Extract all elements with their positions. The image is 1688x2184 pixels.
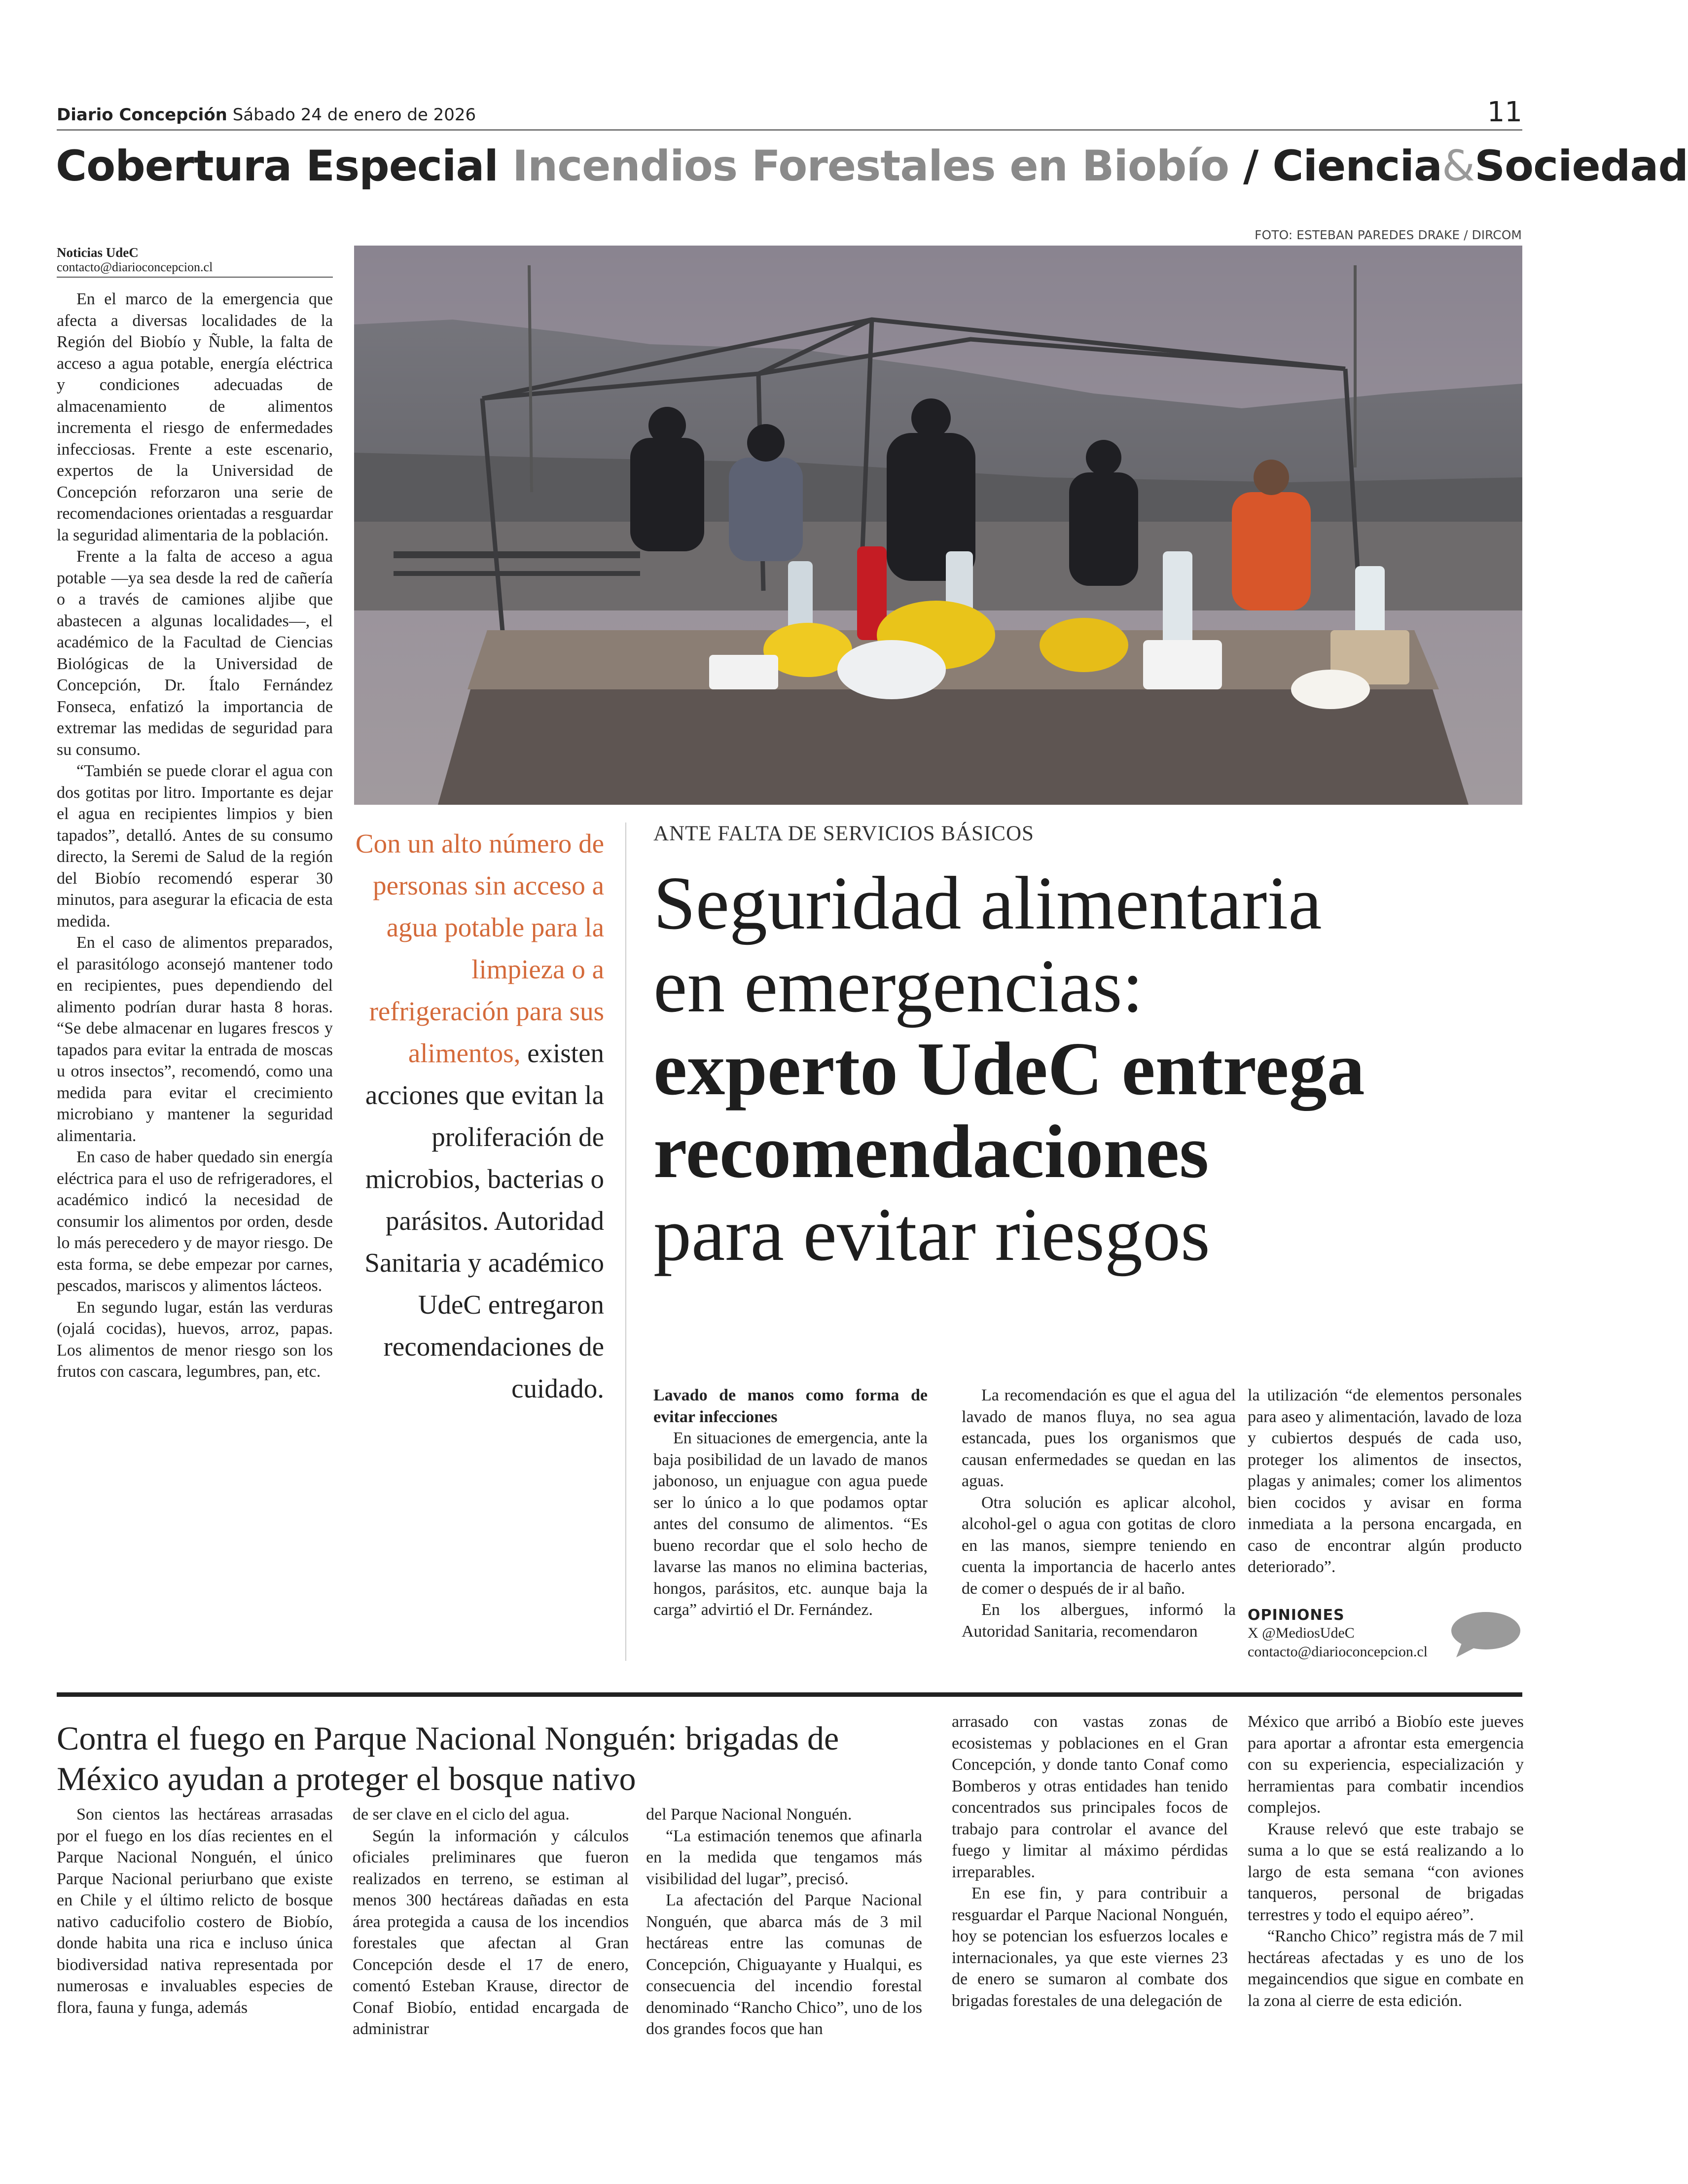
paragraph: La recomendación es que el agua del lavado de manos fluya, no sea agua estancada, pues los organismos que causan enfermedades se quedan en las aguas. [962, 1386, 1236, 1490]
paragraph: arrasado con vastas zonas de ecosistemas y poblaciones en el Gran Concepción, y donde tanto Conaf como Bomberos y otras entidades han tenido concentrados sus principales focos de trabajo para controlar el avance del fuego y limitar al máximo pérdidas irreparables. [952, 1713, 1228, 1881]
article-photo [354, 246, 1522, 805]
issue-date: Sábado 24 de enero de 2026 [232, 105, 476, 125]
subhead: Lavado de manos como forma de evitar infecciones [653, 1386, 928, 1426]
speech-bubble-icon [1447, 1610, 1521, 1659]
section-slash: / [1229, 142, 1273, 191]
paragraph: “También se puede clorar el agua con dos gotitas por litro. Importante es dejar el agua en recipientes limpios y bien tapados”, detalló. Antes de su consumo directo, la Seremi de Salud de la región del Biobío recomendó esperar 30 minutos, para asegurar la eficacia de esta medida. [57, 762, 333, 931]
paragraph: “La estimación tenemos que afinarla en la medida que tengamos más visibilidad del lugar”, precisó. [646, 1826, 922, 1888]
pull-quote-orange: Con un alto número de personas sin acceso a agua potable para la limpieza o a refrigeración para sus alimentos, [355, 828, 604, 1068]
kicker: ANTE FALTA DE SERVICIOS BÁSICOS [653, 822, 1034, 845]
headline-line-3: experto UdeC entrega [653, 1027, 1365, 1111]
headline-line-2: en emergencias: [653, 944, 1144, 1028]
paragraph: Según la información y cálculos oficiales preliminares que fueron realizados en terreno, se estiman al menos 300 hectáreas dañadas en esta área protegida a causa de los incendios forestales que afectan al Gran Concepción desde el 17 de enero, comentó Esteban Krause, director de Conaf Biobío, entidad encargada de administrar [353, 1826, 629, 2038]
photo-credit: FOTO: ESTEBAN PAREDES DRAKE / DIRCOM [1255, 228, 1522, 242]
paragraph: En situaciones de emergencia, ante la baja posibilidad de un lavado de manos jabonoso, un enjuague con agua puede ser lo único a lo que podamos optar antes del consumo de alimentos. “Es bueno recordar que el solo hecho de lavarse las manos no elimina bacterias, hongos, parásitos, etc. aunque baja la carga” advirtió el Dr. Fernández. [653, 1429, 928, 1619]
section-title [56, 142, 1688, 191]
column-divider [625, 823, 626, 1661]
publication-name: Diario Concepción [57, 105, 227, 125]
article2-title: Contra el fuego en Parque Nacional Nonguén: brigadas de México ayudan a proteger el bosque nativo [57, 1719, 839, 1797]
paragraph: del Parque Nacional Nonguén. [646, 1805, 852, 1824]
section-ciencia: Ciencia [1272, 142, 1442, 191]
article2-column-5 [1248, 1711, 1524, 2011]
article-column-3 [1248, 1385, 1522, 1578]
paragraph: Otra solución es aplicar alcohol, alcohol-gel o agua con gotitas de cloro en las manos, siempre teniendo en cuenta la importancia de hacerlo antes de comer o después de ir al baño. [962, 1493, 1236, 1598]
header-rule [57, 129, 1522, 131]
headline-line-4: recomendaciones [653, 1110, 1209, 1194]
photo-illustration [354, 246, 1522, 805]
paragraph: Frente a la falta de acceso a agua potable —ya sea desde la red de cañería o a través de camiones aljibe que abastecen a algunas localidades—, el académico de la Facultad de Ciencias Biológicas de la Universidad de Concepción, Dr. Ítalo Fernández Fonseca, enfatizó la importancia de extremar las medidas de seguridad para su consumo. [57, 547, 333, 759]
article-column-2 [962, 1385, 1236, 1642]
headline-line-5: para evitar riesgos [653, 1193, 1210, 1277]
byline-email: contacto@diarioconcepcion.cl [57, 260, 213, 274]
paragraph: En caso de haber quedado sin energía eléctrica para el uso de refrigeradores, el académico indicó la necesidad de consumir los alimentos por orden, desde lo más perecedero y de mayor riesgo. De esta forma, se debe empezar por carnes, pescados, mariscos y alimentos lácteos. [57, 1148, 333, 1295]
opinion-email: contacto@diarioconcepcion.cl [1248, 1644, 1428, 1660]
byline-rule [57, 277, 333, 278]
article-column-1 [653, 1385, 928, 1621]
paragraph: En segundo lugar, están las verduras (ojalá cocidas), huevos, arroz, papas. Los alimentos de menor riesgo son los frutos con cascara, legumbres, pan, etc. [57, 1298, 333, 1381]
pull-quote [345, 823, 604, 1409]
publication-date-line [57, 105, 476, 125]
byline-name: Noticias UdeC [57, 245, 139, 260]
opinion-x-handle: X @MediosUdeC [1248, 1625, 1355, 1641]
article2-column-1 [57, 1804, 333, 2018]
paragraph: En ese fin, y para contribuir a resguardar el Parque Nacional Nonguén, hoy se potencian los esfuerzos locales e internacionales, ya que este viernes 23 de enero se sumaron al combate dos brigadas forestales de una delegación de [952, 1884, 1228, 2010]
headline [653, 862, 1526, 1276]
paragraph: La afectación del Parque Nacional Nonguén, que abarca más de 3 mil hectáreas entre las comunas de Concepción, Chiguayante y Hualqui, es consecuencia del incendio forestal denominado “Rancho Chico”, uno de los dos grandes focos que han [646, 1891, 922, 2038]
paragraph: En los albergues, informó la Autoridad Sanitaria, recomendaron [962, 1601, 1236, 1641]
paragraph: Krause relevó que este trabajo se suma a lo que se está realizando a lo largo de esta semana “con aviones tanqueros, personal de brigadas terrestres y todo el equipo aéreo”. [1248, 1820, 1524, 1924]
opinion-label: OPINIONES [1248, 1607, 1345, 1624]
article-left-column [57, 288, 333, 1383]
paragraph: México que arribó a Biobío este jueves para aportar a afrontar esta emergencia con su experiencia, especialización y herramientas para combatir incendios complejos. [1248, 1713, 1524, 1817]
paragraph: de ser clave en el ciclo del agua. [353, 1805, 570, 1824]
paragraph: “Rancho Chico” registra más de 7 mil hectáreas afectadas y es uno de los megaincendios que sigue en combate en la zona al cierre de esta edición. [1248, 1927, 1524, 2010]
section-amp: & [1442, 142, 1475, 191]
paragraph: la utilización “de elementos personales para aseo y alimentación, lavado de loza y cubiertos después de cada uso, proteger los alimentos de insectos, plagas y animales; comer los alimentos bien cocidos y avisar en forma inmediata a la persona encargada, en caso de encontrar algún producto deteriorado”. [1248, 1386, 1522, 1576]
paragraph: En el caso de alimentos preparados, el parasitólogo aconsejó mantener todo en recipientes, pues dependiendo del alimento podrían durar hasta 8 horas. “Se debe almacenar en lugares frescos y tapados para evitar la entrada de moscas u otros insectos”, recomendó, como una medida para evitar el crecimiento microbiano y mantener la seguridad alimentaria. [57, 933, 333, 1145]
article2-column-4 [952, 1711, 1228, 2011]
article2-column-2 [353, 1804, 629, 2040]
paragraph: Son cientos las hectáreas arrasadas por el fuego en los días recientes en el Parque Nacional Nonguén, el único Parque Nacional periurbano que existe en Chile y el último relicto de bosque nativo caducifolio costero de Biobío, donde habita una rica e incluso única biodiversidad nativa representada por numerosas e invaluables especies de flora, fauna y funga, además [57, 1805, 333, 2017]
section-bold: Cobertura Especial [56, 142, 499, 191]
section-sociedad: Sociedad [1474, 142, 1688, 191]
section-topic: Incendios Forestales en Biobío [512, 142, 1229, 191]
article-separator [57, 1692, 1522, 1697]
page-number: 11 [1487, 96, 1522, 128]
headline-line-1: Seguridad alimentaria [653, 861, 1322, 945]
article2-column-3 [646, 1804, 922, 2040]
pull-quote-black: existen acciones que evitan la proliferación de microbios, bacterias o parásitos. Autoridad Sanitaria y académico UdeC entregaron recomendaciones de cuidado. [364, 1038, 604, 1403]
paragraph: En el marco de la emergencia que afecta a diversas localidades de la Región del Biobío y Ñuble, la falta de acceso a agua potable, energía eléctrica y condiciones adecuadas de almacenamiento de alimentos incrementa el riesgo de enfermedades infecciosas. Frente a este escenario, expertos de la Universidad de Concepción reforzaron una serie de recomendaciones orientadas a resguardar la seguridad alimentaria de la población. [57, 290, 333, 544]
byline [57, 245, 333, 275]
